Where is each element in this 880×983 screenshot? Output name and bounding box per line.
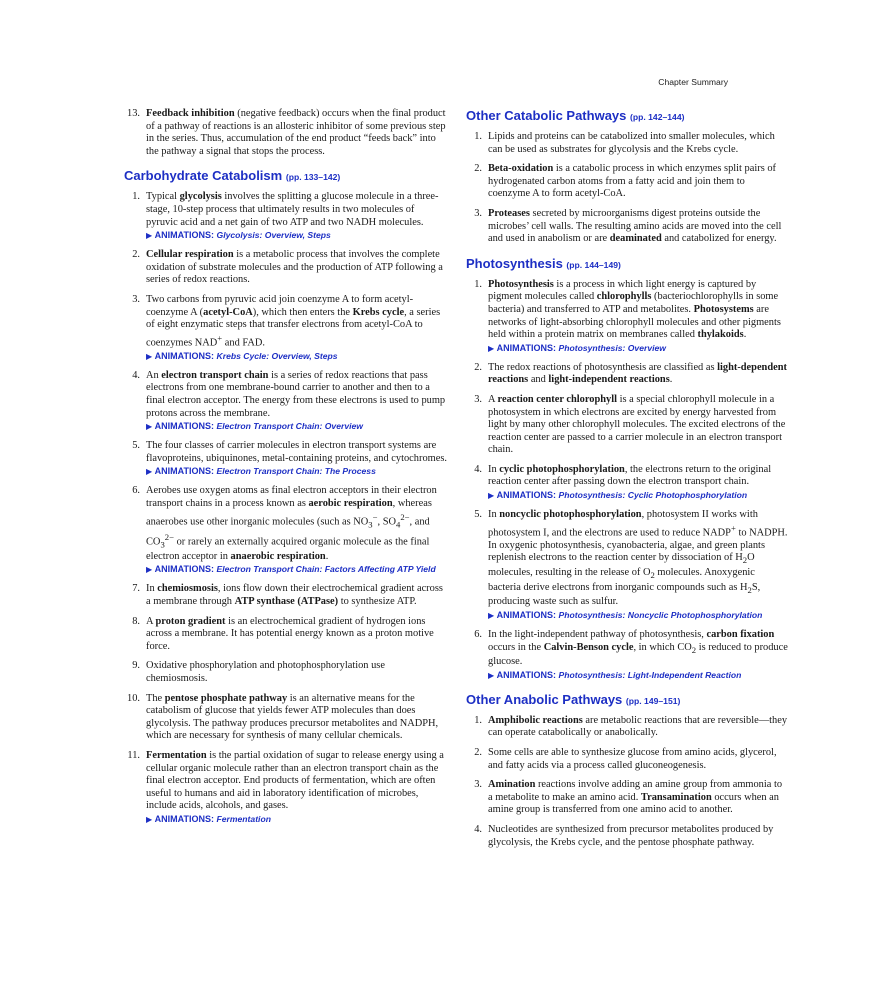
list-intro [124, 108, 448, 158]
anab-item-4: 4. Nucleotides are synthesized from precursor metabolites produced by glycolysis, the Krebs cycle, and the pentose phosphate pathway. [474, 823, 774, 848]
carb-item-10: 10. The pentose phosphate pathway is an alternative means for the catabolism of glucose that yields fewer ATP molecules than does glycolysis. The pathway produces precursor metabolites and NADPH, which are necessary for synthesis of many cellular chemicals. [127, 692, 439, 742]
animation-link[interactable]: ▶ ANIMATIONS: Electron Transport Chain: The Process [146, 466, 376, 477]
animation-link[interactable]: ▶ ANIMATIONS: Electron Transport Chain: Overview [146, 421, 363, 432]
animation-link[interactable]: ▶ ANIMATIONS: Photosynthesis: Light-Independent Reaction [488, 669, 742, 680]
animation-link[interactable]: ▶ ANIMATIONS: Photosynthesis: Noncyclic Photophosphorylation [488, 609, 763, 620]
anab-item-2: 2. Some cells are able to synthesize glucose from amino acids, glycerol, and fatty acids via a process called gluconeogenesis. [474, 746, 777, 771]
list-anabolic [466, 715, 788, 849]
carb-item-9: 9. Oxidative phosphorylation and photophosphorylation use chemiosmosis. [132, 660, 385, 684]
item-13: 13. Feedback inhibition (negative feedback) occurs when the final product of a pathway of reactions is an allosteric inhibitor of some previous step in the series. Thus, accumulation of the end product “feeds back” into the pathway a signal that stops the process. [127, 108, 446, 157]
right-column [466, 108, 788, 856]
play-arrow-icon: ▶ [488, 491, 495, 501]
section-photosynthesis: Photosynthesis (pp. 144–149) [466, 255, 621, 271]
play-arrow-icon: ▶ [146, 467, 153, 477]
catab-item-2: 2. Beta-oxidation is a catabolic process in which enzymes split pairs of hydrogenated carbon atoms from a fatty acid and join them to coenzyme A to form acetyl-CoA. [474, 163, 776, 200]
section-other-anabolic: Other Anabolic Pathways (pp. 149–151) [466, 691, 681, 707]
carb-item-6: 6. Aerobes use oxygen atoms as final electron acceptors in their electron transport chains in a process known as aerobic respiration, whereas anaerobes use other inorganic molecules (such as $NO_3^-$, $SO_4^{2-}$, and $CO_3^{2-}$ or rarely an externally acquired organic molecule as the final electron acceptor in anaerobic respiration. ▶ ANIMATIONS: Electron Transport Chain: Factors Affecting ATP Yield [124, 485, 448, 576]
photo-item-5: 5. In noncyclic photophosphorylation, photosystem II works with photosystem I, and the electrons are used to reduce NADP+ to NADPH. In oxygenic photosynthesis, cyanobacteria, algae, and green plants replenish electrons to the reaction center by dissociation of $H_2O$ molecules, resulting in the release of $O_2$ molecules. Anoxygenic bacteria derive electrons from inorganic compounds such as $H_2S$, producing waste such as sulfur. ▶ ANIMATIONS: Photosynthesis: Noncyclic Photophosphorylation [474, 509, 788, 620]
play-arrow-icon: ▶ [488, 610, 495, 620]
section-carbohydrate-catabolism: Carbohydrate Catabolism (pp. 133–142) [124, 168, 341, 184]
anab-item-3: 3. Amination reactions involve adding an amine group from ammonia to a metabolite to make an amino acid. Transamination occurs when an amine group is transferred from one amino acid to another. [474, 779, 783, 816]
play-arrow-icon: ▶ [488, 670, 495, 680]
play-arrow-icon: ▶ [146, 351, 153, 361]
anab-item-1: 1. Amphibolic reactions are metabolic reactions that are reversible—they can operate catabolically or anabolically. [474, 714, 788, 739]
photo-item-1: 1. Photosynthesis is a process in which light energy is captured by pigment molecules called chlorophylls (bacteriochlorophylls in some bacteria) and transferred to ATP and metabolites. Photosystems are networks of light-absorbing chlorophyll molecules and other pigments held within a protein matrix on membranes called thylakoids. ▶ ANIMATIONS: Photosynthesis: Overview [466, 279, 788, 355]
carb-item-8: 8. A proton gradient is an electrochemical gradient of hydrogen ions across a membrane. It has potential energy known as a proton motive force. [132, 615, 434, 652]
play-arrow-icon: ▶ [146, 814, 153, 824]
list-photosynthesis [466, 279, 788, 682]
play-arrow-icon: ▶ [146, 422, 153, 432]
animation-link[interactable]: ▶ ANIMATIONS: Electron Transport Chain: Factors Affecting ATP Yield [146, 564, 436, 575]
catab-item-3: 3. Proteases secreted by microorganisms digest proteins outside the microbes’ cell walls. The resulting amino acids are moved into the cell and used in anabolism or are deaminated and catabolized for energy. [474, 207, 782, 245]
photo-item-2: 2. The redox reactions of photosynthesis are classified as light-dependent reactions and light-independent reactions. [474, 361, 787, 386]
animation-link[interactable]: ▶ ANIMATIONS: Glycolysis: Overview, Steps [146, 230, 331, 241]
carb-item-3: 3. Two carbons from pyruvic acid join coenzyme A to form acetyl-coenzyme A (acetyl-CoA), which then enters the Krebs cycle, a series of eight enzymatic steps that transfer electrons from acetyl-CoA to coenzymes NAD+ and FAD. ▶ ANIMATIONS: Krebs Cycle: Overview, Steps [124, 294, 448, 363]
list-catabolic [466, 131, 788, 246]
running-head: Chapter Summary [658, 77, 728, 87]
animation-link[interactable]: ▶ ANIMATIONS: Photosynthesis: Overview [488, 342, 666, 353]
carb-item-5: 5. The four classes of carrier molecules in electron transport systems are flavoproteins, ubiquinones, metal-containing proteins, and cytochromes. ▶ ANIMATIONS: Electron Transport Chain: The Process [132, 440, 447, 477]
carb-item-7: 7. In chemiosmosis, ions flow down their electrochemical gradient across a membrane through ATP synthase (ATPase) to synthesize ATP. [132, 583, 443, 607]
carb-item-1: 1. Typical glycolysis involves the splitting a glucose molecule in a three-stage, 10-step process that ultimately results in two molecules of pyruvic acid and a net gain of two ATP and two NADH molecules. ▶ ANIMATIONS: Glycolysis: Overview, Steps [124, 191, 448, 242]
left-column [124, 108, 448, 833]
photo-item-3: 3. A reaction center chlorophyll is a special chlorophyll molecule in a photosystem in which electrons are excited by energy harvested from light by many other chlorophyll molecules. The excited electrons of the reaction center are passed to a carrier molecule in an electron transport chain. [474, 393, 786, 456]
animation-link[interactable]: ▶ ANIMATIONS: Fermentation [146, 813, 271, 824]
list-carbohydrate [124, 191, 448, 826]
play-arrow-icon: ▶ [146, 565, 153, 575]
play-arrow-icon: ▶ [488, 343, 495, 353]
play-arrow-icon: ▶ [146, 231, 153, 241]
catab-item-1: 1. Lipids and proteins can be catabolized into smaller molecules, which can be used as substrates for glycolysis and the Krebs cycle. [474, 131, 775, 155]
animation-link[interactable]: ▶ ANIMATIONS: Photosynthesis: Cyclic Photophosphorylation [488, 490, 748, 501]
animation-link[interactable]: ▶ ANIMATIONS: Krebs Cycle: Overview, Steps [146, 350, 338, 361]
carb-item-11: 11. Fermentation is the partial oxidation of sugar to release energy using a cellular organic molecule rather than an electron transport chain as the final electron acceptor. End products of fermentation, which are often useful to humans and aid in laboratory identification of microbes, include acids, alcohols, and gases. ▶ ANIMATIONS: Fermentation [124, 750, 448, 826]
carb-item-4: 4. An electron transport chain is a series of redox reactions that pass electrons from one membrane-bound carrier to another and then to a final electron acceptor. The energy from these electrons is used to pump protons across the membrane. ▶ ANIMATIONS: Electron Transport Chain: Overview [124, 370, 448, 433]
photo-item-4: 4. In cyclic photophosphorylation, the electrons return to the original reaction center after passing down the electron transport chain. ▶ ANIMATIONS: Photosynthesis: Cyclic Photophosphorylation [466, 464, 788, 502]
carb-item-2: 2. Cellular respiration is a metabolic process that involves the complete oxidation of substrate molecules and the production of ATP following a series of redox reactions. [132, 249, 443, 286]
photo-item-6: 6. In the light-independent pathway of photosynthesis, carbon fixation occurs in the Calvin-Benson cycle, in which $CO_2$ is reduced to produce glucose. ▶ ANIMATIONS: Photosynthesis: Light-Independent Reaction [474, 628, 788, 680]
section-other-catabolic: Other Catabolic Pathways (pp. 142–144) [466, 108, 685, 123]
